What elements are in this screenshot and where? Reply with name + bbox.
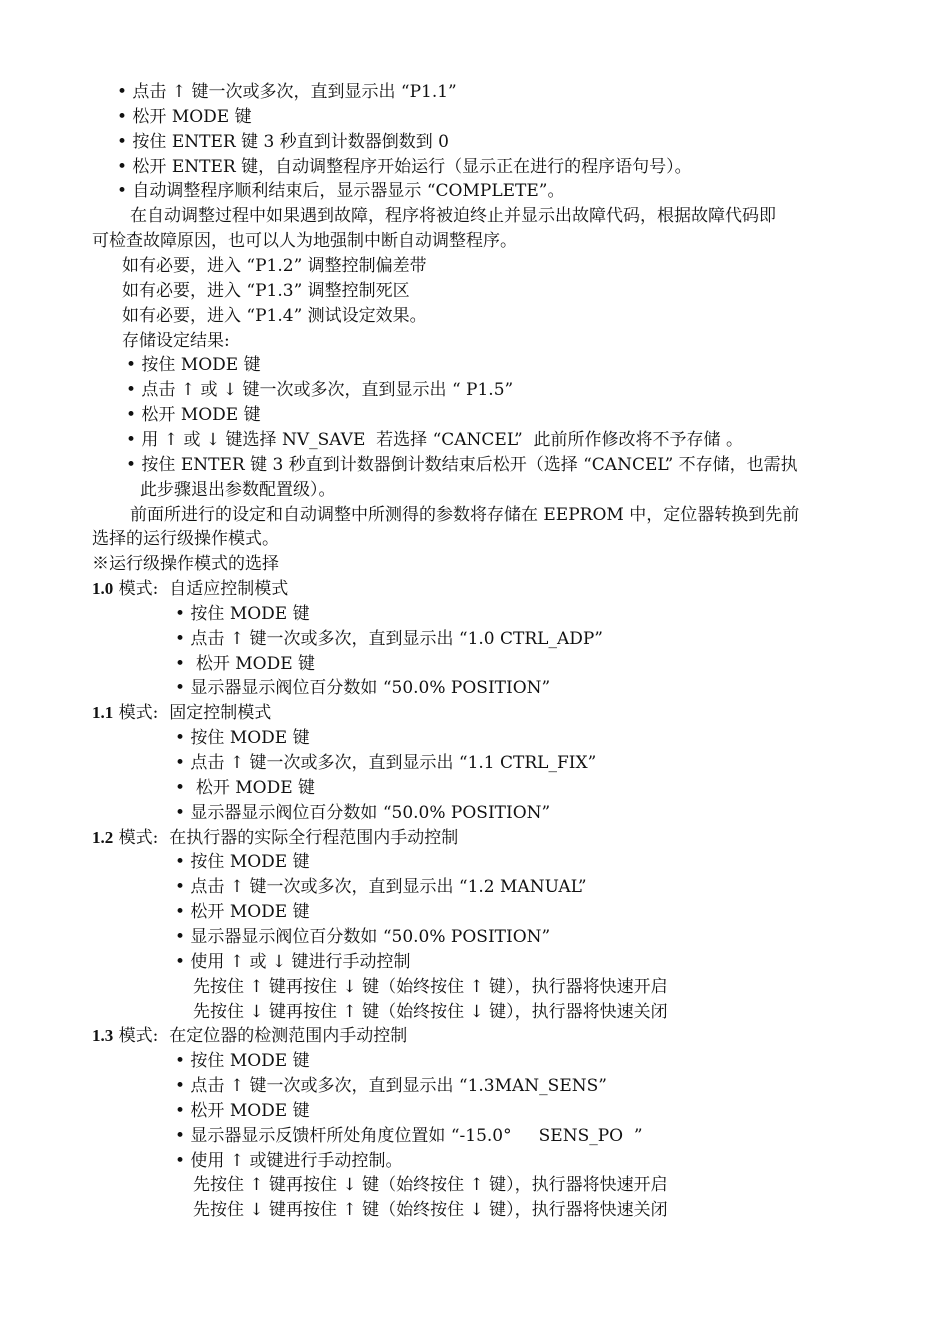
line-text: • 按住 MODE 键 <box>175 1051 310 1072</box>
text-line <box>126 353 261 377</box>
text-line <box>175 1124 643 1148</box>
line-text: • 显示器显示阀位百分数如 “50.0% POSITION” <box>175 678 551 699</box>
text-line <box>117 80 457 104</box>
section-number: 1.1 <box>92 703 114 723</box>
line-text: • 显示器显示阀位百分数如 “50.0% POSITION” <box>175 926 551 947</box>
line-text: • 松开 MODE 键 <box>175 653 316 674</box>
text-line <box>117 179 564 203</box>
line-text: 前面所进行的设定和自动调整中所测得的参数将存储在 EEPROM 中，定位器转换到先前 <box>130 504 800 525</box>
line-text: 在自动调整过程中如果遇到故障，程序将被迫终止并显示出故障代码，根据故障代码即 <box>130 206 776 227</box>
text-line <box>140 478 336 502</box>
line-text: • 按住 MODE 键 <box>175 603 310 624</box>
line-text: 选择的运行级操作模式。 <box>92 529 279 550</box>
line-text: 此步骤退出参数配置级）。 <box>140 479 336 500</box>
text-line <box>175 1149 402 1173</box>
line-text: • 松开 MODE 键 <box>175 902 310 923</box>
text-line <box>126 403 261 427</box>
line-text: 如有必要，进入 “P1.3” 调整控制死区 <box>122 280 410 301</box>
line-text: 模式: 固定控制模式 <box>113 703 272 724</box>
section-number: 1.3 <box>92 1026 114 1046</box>
text-line <box>92 552 279 576</box>
text-line <box>175 801 550 825</box>
line-text: 如有必要，进入 “P1.2” 调整控制偏差带 <box>122 256 427 276</box>
line-text: 存储设定结果: <box>122 330 230 351</box>
text-line <box>126 378 513 402</box>
line-text: • 按住 MODE 键 <box>175 852 310 873</box>
line-text: • 使用 ↑ 或键进行手动控制。 <box>175 1150 403 1171</box>
line-text: • 松开 ENTER 键，自动调整程序开始运行（显示正在进行的程序语句号）。 <box>117 156 692 177</box>
line-text: 先按住 ↓ 键再按住 ↑ 键（始终按住 ↓ 键），执行器将快速关闭 <box>193 1200 668 1221</box>
line-text: • 点击 ↑ 或 ↓ 键一次或多次，直到显示出 “ P1.5” <box>126 380 514 401</box>
text-line <box>193 975 668 999</box>
section-heading <box>92 1024 407 1048</box>
line-text: • 使用 ↑ 或 ↓ 键进行手动控制 <box>175 951 411 972</box>
section-number: 1.2 <box>92 827 114 847</box>
section-number: 1.0 <box>92 579 114 598</box>
text-line <box>175 900 310 924</box>
line-text: • 点击 ↑ 键一次或多次，直到显示出 “1.3MAN_SENS” <box>175 1076 607 1096</box>
text-line <box>175 751 596 775</box>
line-text: 模式: 自适应控制模式 <box>113 579 289 599</box>
text-line <box>193 1000 668 1024</box>
text-line <box>175 676 550 700</box>
line-text: • 点击 ↑ 键一次或多次，直到显示出 “P1.1” <box>117 82 457 102</box>
section-heading <box>92 701 271 725</box>
line-text: • 按住 ENTER 键 3 秒直到计数器倒数到 0 <box>117 131 449 152</box>
line-text: 可检查故障原因，也可以人为地强制中断自动调整程序。 <box>92 231 517 252</box>
text-line <box>193 1198 668 1222</box>
text-line <box>92 229 517 253</box>
line-text: • 点击 ↑ 键一次或多次，直到显示出 “1.1 CTRL_FIX” <box>175 753 597 773</box>
line-text: • 松开 MODE 键 <box>175 777 316 798</box>
line-text: 先按住 ↑ 键再按住 ↓ 键（始终按住 ↑ 键），执行器将快速开启 <box>193 976 668 997</box>
line-text: • 显示器显示阀位百分数如 “50.0% POSITION” <box>175 802 551 823</box>
line-text: • 点击 ↑ 键一次或多次，直到显示出 “1.0 CTRL_ADP” <box>175 628 603 649</box>
text-line <box>175 850 310 874</box>
line-text: • 松开 MODE 键 <box>126 405 261 426</box>
text-line <box>175 1049 310 1073</box>
text-line <box>92 527 279 551</box>
text-line <box>175 1074 607 1098</box>
text-line <box>130 204 776 228</box>
text-line <box>117 130 449 154</box>
text-line <box>175 950 411 974</box>
line-text: • 自动调整程序顺利结束后，显示器显示 “COMPLETE”。 <box>117 181 565 202</box>
line-text: 先按住 ↑ 键再按住 ↓ 键（始终按住 ↑ 键），执行器将快速开启 <box>193 1175 668 1196</box>
line-text: • 显示器显示反馈杆所处角度位置如 “-15.0° SENS_PO ” <box>175 1125 643 1146</box>
text-line <box>175 726 310 750</box>
text-line <box>122 279 410 303</box>
line-text: 先按住 ↓ 键再按住 ↑ 键（始终按住 ↓ 键），执行器将快速关闭 <box>193 1001 668 1022</box>
line-text: ※运行级操作模式的选择 <box>92 554 279 575</box>
line-text: • 松开 MODE 键 <box>175 1100 310 1121</box>
text-line <box>126 453 798 477</box>
text-line <box>175 925 550 949</box>
section-heading <box>92 577 288 601</box>
line-text: • 按住 MODE 键 <box>126 355 261 376</box>
line-text: • 按住 MODE 键 <box>175 728 310 749</box>
text-line <box>175 776 315 800</box>
text-line <box>126 428 743 452</box>
text-line <box>175 1099 310 1123</box>
text-line <box>175 627 603 651</box>
section-heading <box>92 826 458 850</box>
line-text: 如有必要，进入 “P1.4” 测试设定效果。 <box>122 305 427 326</box>
text-line <box>122 329 230 353</box>
line-text: • 用 ↑ 或 ↓ 键选择 NV_SAVE 若选择 “CANCEL” 此前所作修改将不予存储 。 <box>126 429 743 450</box>
line-text: • 按住 ENTER 键 3 秒直到计数器倒计数结束后松开（选择 “CANCEL” 不存储，也需执 <box>126 454 798 475</box>
line-text: • 点击 ↑ 键一次或多次，直到显示出 “1.2 MANUAL” <box>175 877 587 898</box>
text-line <box>117 105 252 129</box>
line-text: 模式: 在定位器的检测范围内手动控制 <box>113 1026 408 1047</box>
text-line <box>130 503 799 527</box>
text-line <box>175 602 310 626</box>
text-line <box>175 652 315 676</box>
text-line <box>117 155 692 179</box>
line-text: 模式: 在执行器的实际全行程范围内手动控制 <box>113 827 459 848</box>
text-line <box>193 1173 668 1197</box>
text-line <box>175 875 587 899</box>
text-line <box>122 304 427 328</box>
text-line <box>122 254 427 278</box>
line-text: • 松开 MODE 键 <box>117 106 252 127</box>
